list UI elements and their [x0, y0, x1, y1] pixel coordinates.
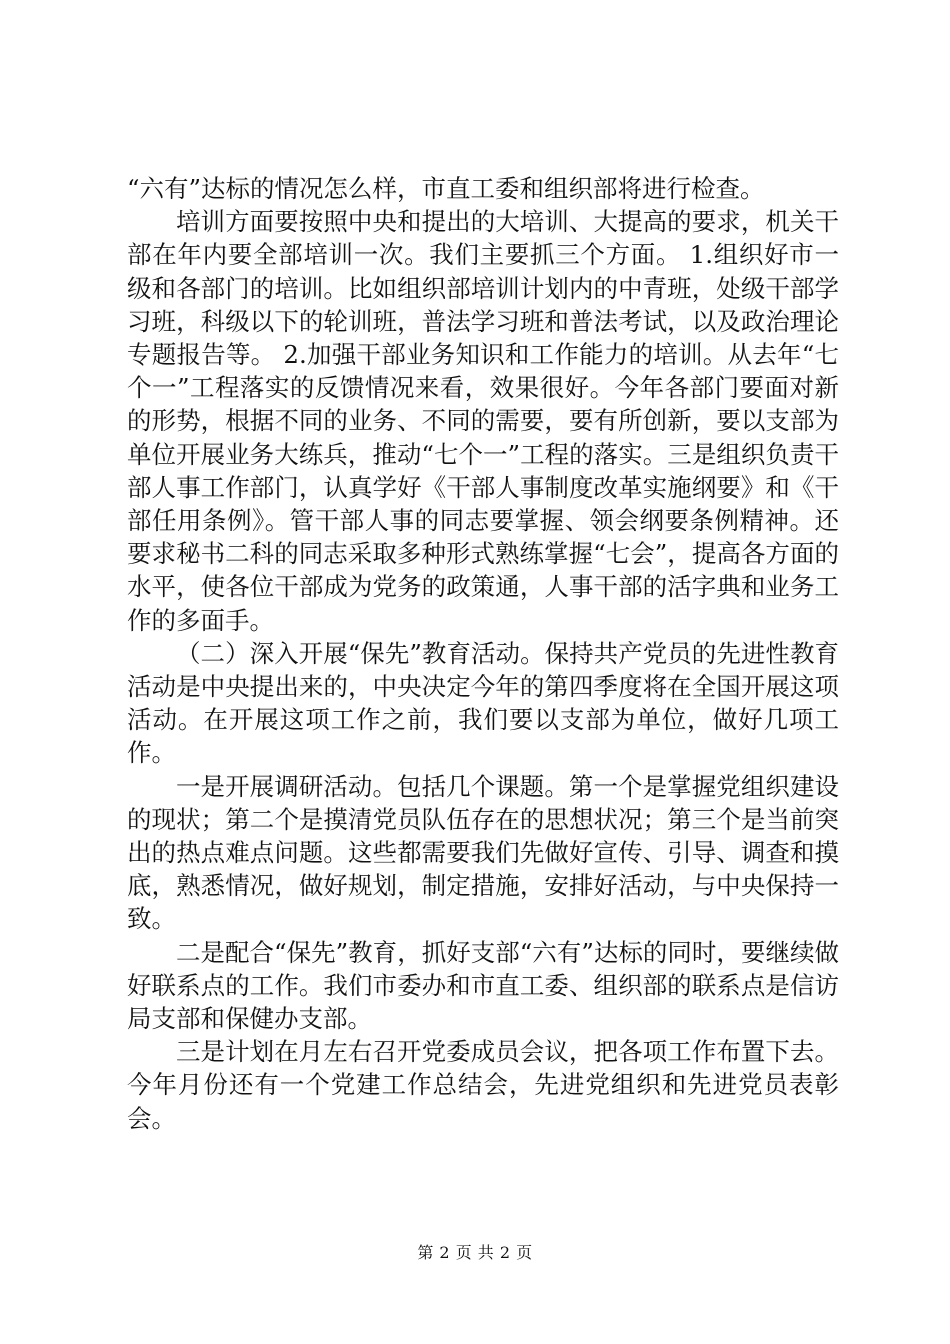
paragraph-contact-points: 二是配合“保先”教育，抓好支部“六有”达标的同时，要继续做好联系点的工作。我们市委办和市直工委、组织部的联系点是信访局支部和保健办支部。 [127, 937, 839, 1034]
paragraph-training: 培训方面要按照中央和提出的大培训、大提高的要求，机关干部在年内要全部培训一次。我们主要抓三个方面。 1.组织好市一级和各部门的培训。比如组织部培训计划内的中青班，处级干部学习班，科级以下的轮训班，普法学习班和普法考试，以及政治理论专题报告等。 2.加强干部业务知识和工作能力的培训。从去年“七个一”工程落实的反馈情况来看，效果很好。今年各部门要面对新的形势，根据不同的业务、不同的需要，要有所创新，要以支部为单位开展业务大练兵，推动“七个一”工程的落实。三是组织负责干部人事工作部门，认真学好《干部人事制度改革实施纲要》和《干部任用条例》。管干部人事的同志要掌握、领会纲要条例精神。还要求秘书二科的同志采取多种形式熟练掌握“七会”，提高各方面的水平，使各位干部成为党务的政策通，人事干部的活字典和业务工作的多面手。 [127, 207, 839, 635]
paragraph-continuation: “六有”达标的情况怎么样，市直工委和组织部将进行检查。 [127, 174, 765, 203]
paragraph-baoxian-education: （二）深入开展“保先”教育活动。保持共产党员的先进性教育活动是中央提出来的，中央决定今年的第四季度将在全国开展这项活动。在开展这项工作之前，我们要以支部为单位，做好几项工作。 [127, 638, 839, 768]
page-footer: 第 2 页 共 2 页 [417, 1243, 533, 1262]
document-body [127, 172, 839, 1135]
paragraph-research-activity: 一是开展调研活动。包括几个课题。第一个是掌握党组织建设的现状；第二个是摸清党员队伍存在的思想状况；第三个是当前突出的热点难点问题。这些都需要我们先做好宣传、引导、调查和摸底，熟悉情况，做好规划，制定措施，安排好活动，与中央保持一致。 [127, 771, 839, 934]
paragraph-party-meeting: 三是计划在月左右召开党委成员会议，把各项工作布置下去。今年月份还有一个党建工作总结会，先进党组织和先进党员表彰会。 [127, 1037, 839, 1133]
